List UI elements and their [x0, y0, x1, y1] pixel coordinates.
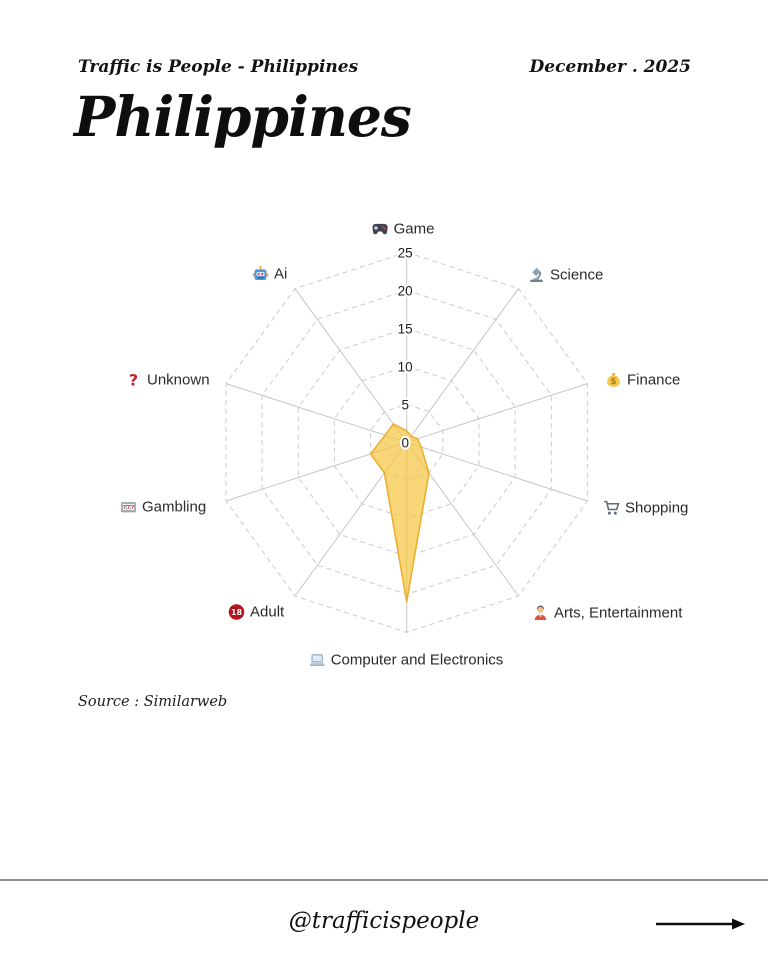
science-icon — [528, 267, 545, 284]
footer-divider — [0, 879, 768, 881]
radial-tick-label: 0 — [401, 435, 409, 451]
radial-tick-label: 10 — [397, 359, 413, 375]
category-label-unknown — [125, 372, 210, 389]
category-label-arts-entertainment — [532, 605, 682, 622]
svg-text:7: 7 — [122, 505, 127, 512]
robot-icon — [252, 266, 269, 283]
category-label-text: Shopping — [625, 499, 689, 517]
category-label-text: Adult — [250, 603, 285, 621]
category-label-finance — [605, 372, 680, 389]
category-label-text: Computer and Electronics — [330, 651, 504, 669]
category-label-game — [372, 221, 435, 238]
category-label-text: Unknown — [147, 371, 210, 389]
category-label-text: Finance — [627, 371, 681, 389]
radial-tick-label: 25 — [397, 245, 413, 261]
category-label-ai — [252, 266, 287, 283]
report-date: December . 2025 — [529, 57, 691, 77]
svg-text:18: 18 — [230, 608, 243, 618]
radar-data-polygon — [371, 424, 429, 602]
question-mark-icon — [125, 372, 142, 389]
radial-tick-label: 5 — [401, 397, 409, 413]
source-note: Source : Similarweb — [78, 694, 228, 710]
svg-text:?: ? — [128, 371, 139, 389]
finance-icon — [605, 372, 622, 389]
arrow-right-icon[interactable] — [652, 912, 748, 936]
radial-tick-label: 15 — [397, 321, 413, 337]
category-label-gambling — [120, 499, 206, 516]
social-handle: @trafficispeople — [288, 908, 480, 934]
svg-text:7: 7 — [130, 505, 135, 512]
radar-axis-line — [407, 442, 588, 501]
under-18-icon — [228, 604, 245, 621]
page-title: Philippines — [74, 84, 411, 149]
laptop-icon — [309, 652, 326, 669]
radar-axis-line — [226, 384, 407, 443]
category-label-text: Science — [550, 266, 604, 284]
radial-tick-label: 20 — [397, 283, 413, 299]
category-label-science — [528, 267, 603, 284]
category-label-adult — [228, 604, 284, 621]
category-label-text: Ai — [274, 265, 288, 283]
artist-person-icon — [532, 605, 549, 622]
radar-axis-line — [407, 289, 519, 443]
svg-text:$: $ — [610, 376, 617, 387]
report-kicker: Traffic is People - Philippines — [78, 57, 359, 77]
category-label-computer-electronics — [309, 652, 504, 669]
category-label-text: Game — [393, 220, 435, 238]
svg-text:7: 7 — [126, 505, 131, 512]
game-icon — [372, 221, 389, 238]
category-label-text: Gambling — [142, 498, 207, 516]
category-label-shopping — [603, 500, 688, 517]
radar-axis-line — [295, 289, 407, 443]
slot-machine-icon — [120, 499, 137, 516]
shopping-icon — [603, 500, 620, 517]
category-label-text: Arts, Entertainment — [554, 604, 683, 622]
radar-axis-line — [407, 384, 588, 443]
